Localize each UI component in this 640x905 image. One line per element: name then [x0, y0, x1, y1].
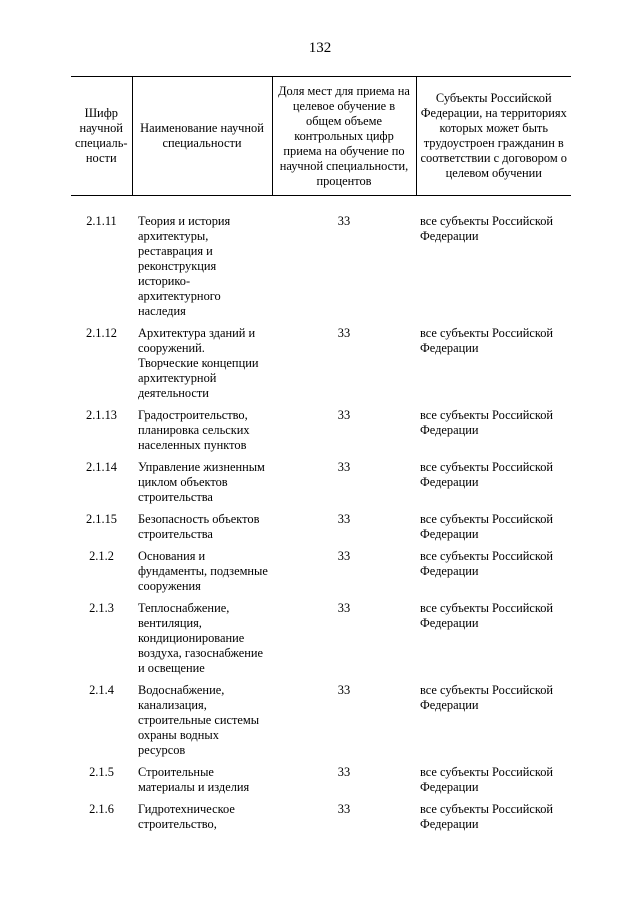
cell-share: 33 — [337, 802, 351, 816]
cell-name: Теория и история архитектуры, реставрация и реконструкция историко-архитектурного наследия — [138, 214, 231, 318]
cell-subjects: все субъекты Российской Федерации — [420, 549, 554, 578]
table-row — [71, 408, 571, 460]
cell-code: 2.1.3 — [89, 601, 114, 615]
cell-name: Безопасность объектов строительства — [138, 512, 260, 541]
cell-name: Архитектура зданий и сооружений. Творческие концепции архитектурной деятельности — [138, 326, 259, 400]
cell-code: 2.1.6 — [89, 802, 114, 816]
cell-code: 2.1.2 — [89, 549, 114, 563]
cell-name: Водоснабжение, канализация, строительные системы охраны водных ресурсов — [138, 683, 260, 757]
cell-code: 2.1.14 — [86, 460, 117, 474]
header-share: Доля мест для приема на целевое обучение в общем объеме контрольных цифр приема на обучение по научной специальности, процентов — [272, 77, 416, 196]
table-row — [71, 460, 571, 512]
table-row — [71, 326, 571, 408]
table-row — [71, 601, 571, 683]
cell-subjects: все субъекты Российской Федерации — [420, 601, 554, 630]
cell-subjects: все субъекты Российской Федерации — [420, 765, 554, 794]
cell-subjects: все субъекты Российской Федерации — [420, 214, 554, 243]
table-row — [71, 765, 571, 802]
cell-name: Теплоснабжение, вентиляция, кондиционирование воздуха, газоснабжение и освещение — [138, 601, 264, 675]
cell-name: Основания и фундаменты, подземные сооружения — [138, 549, 268, 593]
cell-code: 2.1.13 — [86, 408, 117, 422]
header-name: Наименование научной специальности — [132, 77, 272, 196]
cell-code: 2.1.11 — [86, 214, 117, 228]
cell-share: 33 — [337, 765, 351, 779]
cell-subjects: все субъекты Российской Федерации — [420, 408, 554, 437]
header-code: Шифр научной специаль-ности — [75, 106, 128, 165]
cell-share: 33 — [337, 326, 351, 340]
specialties-table — [71, 76, 571, 839]
table-row — [71, 802, 571, 839]
cell-name: Строительные материалы и изделия — [138, 765, 250, 794]
cell-subjects: все субъекты Российской Федерации — [420, 326, 554, 355]
table-row — [71, 512, 571, 549]
cell-share: 33 — [337, 214, 351, 228]
page-number: 132 — [308, 40, 332, 56]
table-row — [71, 683, 571, 765]
cell-share: 33 — [337, 601, 351, 615]
header-row — [71, 77, 571, 196]
table-row — [71, 196, 571, 327]
header-subjects: Субъекты Российской Федерации, на территориях которых может быть трудоустроен гражданин в соответствии с договором о целевом обучении — [416, 77, 571, 196]
cell-share: 33 — [337, 683, 351, 697]
cell-subjects: все субъекты Российской Федерации — [420, 512, 554, 541]
cell-share: 33 — [337, 408, 351, 422]
cell-code: 2.1.5 — [89, 765, 114, 779]
cell-subjects: все субъекты Российской Федерации — [420, 460, 554, 489]
cell-name: Градостроительство, планировка сельских населенных пунктов — [138, 408, 250, 452]
table-row — [71, 549, 571, 601]
cell-name: Гидротехническое строительство, — [138, 802, 235, 831]
cell-subjects: все субъекты Российской Федерации — [420, 802, 554, 831]
cell-code: 2.1.15 — [86, 512, 117, 526]
cell-share: 33 — [337, 549, 351, 563]
cell-subjects: все субъекты Российской Федерации — [420, 683, 554, 712]
table-header — [71, 77, 571, 196]
cell-code: 2.1.4 — [89, 683, 114, 697]
cell-name: Управление жизненным циклом объектов строительства — [138, 460, 265, 504]
table-body — [71, 196, 571, 840]
cell-code: 2.1.12 — [86, 326, 117, 340]
cell-share: 33 — [337, 512, 351, 526]
cell-share: 33 — [337, 460, 351, 474]
